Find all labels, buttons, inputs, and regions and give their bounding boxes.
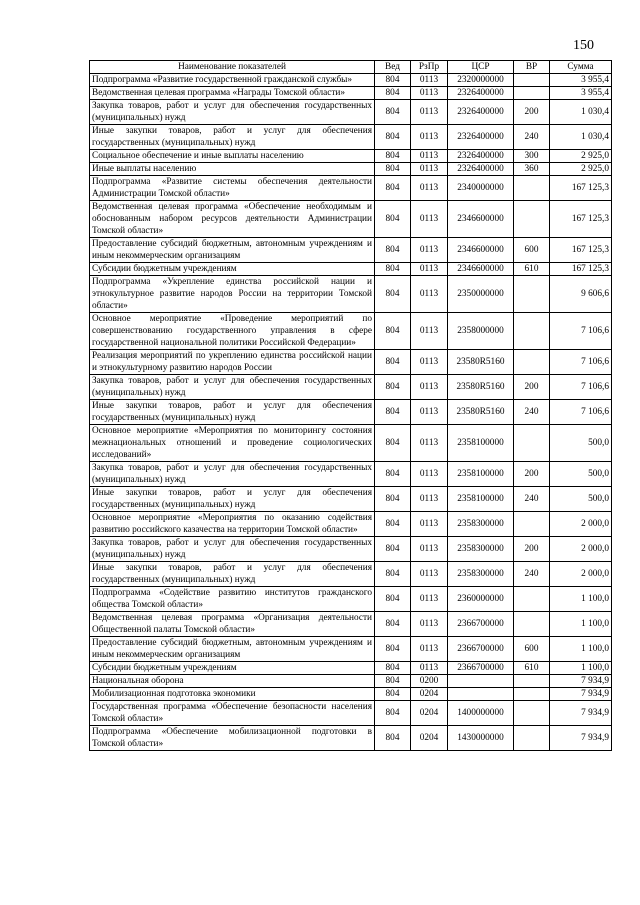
row-vr xyxy=(514,587,550,612)
table-row xyxy=(90,163,612,176)
row-name: Основное мероприятие «Проведение мероприятий по совершенствованию государственного управления в сфере государственной национальной политики Российской Федерации» xyxy=(90,313,375,350)
row-ved: 804 xyxy=(375,100,411,125)
header-sum: Сумма xyxy=(550,61,612,74)
row-ved: 804 xyxy=(375,662,411,675)
row-sum: 7 934,9 xyxy=(550,688,612,701)
table-row xyxy=(90,675,612,688)
row-name: Ведомственная целевая программа «Организация деятельности Общественной палаты Томской области» xyxy=(90,612,375,637)
row-name: Подпрограмма «Развитие государственной гражданской службы» xyxy=(90,74,375,87)
row-vr xyxy=(514,201,550,238)
row-vr: 610 xyxy=(514,263,550,276)
row-name: Подпрограмма «Обеспечение мобилизационной подготовки в Томской области» xyxy=(90,726,375,751)
row-vr xyxy=(514,701,550,726)
row-csr xyxy=(448,675,514,688)
row-sum: 500,0 xyxy=(550,487,612,512)
row-rzpr: 0113 xyxy=(411,313,448,350)
row-ved: 804 xyxy=(375,201,411,238)
row-ved: 804 xyxy=(375,637,411,662)
row-vr xyxy=(514,350,550,375)
row-csr: 2366700000 xyxy=(448,662,514,675)
row-rzpr: 0113 xyxy=(411,74,448,87)
row-ved: 804 xyxy=(375,238,411,263)
row-csr: 2366700000 xyxy=(448,612,514,637)
row-name: Ведомственная целевая программа «Обеспечение необходимым и обоснованным набором ресурсов деятельности Администрации Томской области» xyxy=(90,201,375,238)
row-vr: 360 xyxy=(514,163,550,176)
table-row xyxy=(90,263,612,276)
table-row xyxy=(90,425,612,462)
row-csr: 2346600000 xyxy=(448,263,514,276)
row-name: Мобилизационная подготовка экономики xyxy=(90,688,375,701)
row-ved: 804 xyxy=(375,562,411,587)
row-vr xyxy=(514,87,550,100)
row-ved: 804 xyxy=(375,176,411,201)
row-name: Подпрограмма «Укрепление единства российской нации и этнокультурное развитие народов России на территории Томской области» xyxy=(90,276,375,313)
row-name: Закупка товаров, работ и услуг для обеспечения государственных (муниципальных) нужд xyxy=(90,100,375,125)
table-row xyxy=(90,350,612,375)
row-rzpr: 0113 xyxy=(411,87,448,100)
row-rzpr: 0113 xyxy=(411,100,448,125)
row-csr: 2366700000 xyxy=(448,637,514,662)
row-ved: 804 xyxy=(375,587,411,612)
row-rzpr: 0113 xyxy=(411,662,448,675)
row-name: Иные закупки товаров, работ и услуг для обеспечения государственных (муниципальных) нужд xyxy=(90,125,375,150)
row-sum: 2 000,0 xyxy=(550,537,612,562)
row-sum: 3 955,4 xyxy=(550,74,612,87)
row-sum: 1 100,0 xyxy=(550,612,612,637)
row-rzpr: 0113 xyxy=(411,150,448,163)
row-rzpr: 0113 xyxy=(411,163,448,176)
row-vr xyxy=(514,74,550,87)
table-header-row xyxy=(90,61,612,74)
table-row xyxy=(90,726,612,751)
row-rzpr: 0113 xyxy=(411,201,448,238)
row-name: Предоставление субсидий бюджетным, автономным учреждениям и иным некоммерческим организациям xyxy=(90,238,375,263)
row-rzpr: 0113 xyxy=(411,487,448,512)
table-row xyxy=(90,688,612,701)
row-csr: 23580R5160 xyxy=(448,375,514,400)
row-sum: 3 955,4 xyxy=(550,87,612,100)
row-sum: 7 106,6 xyxy=(550,350,612,375)
row-sum: 1 100,0 xyxy=(550,637,612,662)
row-vr xyxy=(514,512,550,537)
row-rzpr: 0113 xyxy=(411,562,448,587)
table-row xyxy=(90,238,612,263)
table-row xyxy=(90,612,612,637)
page-number: 150 xyxy=(573,38,594,53)
row-sum: 7 106,6 xyxy=(550,313,612,350)
row-csr: 2358300000 xyxy=(448,537,514,562)
row-ved: 804 xyxy=(375,425,411,462)
row-vr xyxy=(514,276,550,313)
row-vr: 240 xyxy=(514,400,550,425)
row-vr xyxy=(514,313,550,350)
table-row xyxy=(90,587,612,612)
table-row xyxy=(90,176,612,201)
row-ved: 804 xyxy=(375,350,411,375)
row-name: Подпрограмма «Содействие развитию институтов гражданского общества Томской области» xyxy=(90,587,375,612)
row-csr xyxy=(448,688,514,701)
table-row xyxy=(90,400,612,425)
row-rzpr: 0113 xyxy=(411,400,448,425)
row-vr: 240 xyxy=(514,562,550,587)
header-ved: Вед xyxy=(375,61,411,74)
row-rzpr: 0204 xyxy=(411,726,448,751)
row-csr: 1430000000 xyxy=(448,726,514,751)
row-rzpr: 0200 xyxy=(411,675,448,688)
header-csr: ЦСР xyxy=(448,61,514,74)
row-csr: 2326400000 xyxy=(448,87,514,100)
row-rzpr: 0113 xyxy=(411,238,448,263)
row-sum: 7 106,6 xyxy=(550,400,612,425)
row-sum: 500,0 xyxy=(550,425,612,462)
row-ved: 804 xyxy=(375,487,411,512)
table-row xyxy=(90,562,612,587)
row-vr xyxy=(514,688,550,701)
row-ved: 804 xyxy=(375,313,411,350)
row-rzpr: 0113 xyxy=(411,176,448,201)
row-sum: 167 125,3 xyxy=(550,176,612,201)
row-csr: 2326400000 xyxy=(448,100,514,125)
row-vr xyxy=(514,675,550,688)
row-rzpr: 0113 xyxy=(411,637,448,662)
row-name: Государственная программа «Обеспечение безопасности населения Томской области» xyxy=(90,701,375,726)
row-ved: 804 xyxy=(375,74,411,87)
row-vr: 200 xyxy=(514,100,550,125)
row-csr: 2358100000 xyxy=(448,425,514,462)
row-csr: 2346600000 xyxy=(448,201,514,238)
table-row xyxy=(90,74,612,87)
row-vr: 600 xyxy=(514,637,550,662)
header-rzpr: РзПр xyxy=(411,61,448,74)
row-csr: 2326400000 xyxy=(448,150,514,163)
row-name: Иные закупки товаров, работ и услуг для обеспечения государственных (муниципальных) нужд xyxy=(90,487,375,512)
row-ved: 804 xyxy=(375,537,411,562)
row-csr: 2326400000 xyxy=(448,125,514,150)
row-name: Предоставление субсидий бюджетным, автономным учреждениям и иным некоммерческим организациям xyxy=(90,637,375,662)
row-rzpr: 0113 xyxy=(411,125,448,150)
row-csr: 2358100000 xyxy=(448,487,514,512)
row-vr xyxy=(514,612,550,637)
row-ved: 804 xyxy=(375,612,411,637)
row-csr: 2360000000 xyxy=(448,587,514,612)
row-sum: 1 100,0 xyxy=(550,662,612,675)
row-vr: 300 xyxy=(514,150,550,163)
row-ved: 804 xyxy=(375,688,411,701)
row-rzpr: 0204 xyxy=(411,701,448,726)
row-name: Иные выплаты населению xyxy=(90,163,375,176)
row-rzpr: 0113 xyxy=(411,512,448,537)
row-ved: 804 xyxy=(375,163,411,176)
row-name: Подпрограмма «Развитие системы обеспечения деятельности Администрации Томской области» xyxy=(90,176,375,201)
row-ved: 804 xyxy=(375,462,411,487)
row-csr: 2358300000 xyxy=(448,512,514,537)
row-sum: 500,0 xyxy=(550,462,612,487)
row-sum: 1 030,4 xyxy=(550,125,612,150)
row-rzpr: 0113 xyxy=(411,263,448,276)
table-row xyxy=(90,150,612,163)
row-ved: 804 xyxy=(375,512,411,537)
row-name: Социальное обеспечение и иные выплаты населению xyxy=(90,150,375,163)
row-vr: 240 xyxy=(514,487,550,512)
table-row xyxy=(90,100,612,125)
row-ved: 804 xyxy=(375,726,411,751)
row-rzpr: 0113 xyxy=(411,587,448,612)
row-name: Субсидии бюджетным учреждениям xyxy=(90,662,375,675)
table-row xyxy=(90,201,612,238)
row-rzpr: 0113 xyxy=(411,537,448,562)
row-sum: 7 934,9 xyxy=(550,701,612,726)
row-rzpr: 0113 xyxy=(411,276,448,313)
row-vr: 240 xyxy=(514,125,550,150)
row-rzpr: 0113 xyxy=(411,350,448,375)
row-name: Иные закупки товаров, работ и услуг для обеспечения государственных (муниципальных) нужд xyxy=(90,400,375,425)
row-name: Национальная оборона xyxy=(90,675,375,688)
row-ved: 804 xyxy=(375,701,411,726)
row-csr: 2346600000 xyxy=(448,238,514,263)
table-row xyxy=(90,462,612,487)
row-vr xyxy=(514,425,550,462)
row-sum: 2 000,0 xyxy=(550,512,612,537)
row-csr: 2340000000 xyxy=(448,176,514,201)
row-csr: 2358300000 xyxy=(448,562,514,587)
table-row xyxy=(90,276,612,313)
row-csr: 23580R5160 xyxy=(448,350,514,375)
row-csr: 2358000000 xyxy=(448,313,514,350)
row-ved: 804 xyxy=(375,375,411,400)
row-name: Закупка товаров, работ и услуг для обеспечения государственных (муниципальных) нужд xyxy=(90,537,375,562)
row-rzpr: 0113 xyxy=(411,425,448,462)
row-vr: 600 xyxy=(514,238,550,263)
row-rzpr: 0113 xyxy=(411,375,448,400)
row-ved: 804 xyxy=(375,263,411,276)
row-sum: 1 030,4 xyxy=(550,100,612,125)
row-sum: 167 125,3 xyxy=(550,238,612,263)
row-csr: 2326400000 xyxy=(448,163,514,176)
budget-table xyxy=(89,60,612,751)
row-vr: 610 xyxy=(514,662,550,675)
row-sum: 9 606,6 xyxy=(550,276,612,313)
row-sum: 2 000,0 xyxy=(550,562,612,587)
row-ved: 804 xyxy=(375,150,411,163)
row-rzpr: 0113 xyxy=(411,462,448,487)
row-csr: 23580R5160 xyxy=(448,400,514,425)
table-row xyxy=(90,537,612,562)
row-vr xyxy=(514,176,550,201)
row-name: Закупка товаров, работ и услуг для обеспечения государственных (муниципальных) нужд xyxy=(90,375,375,400)
table-row xyxy=(90,701,612,726)
row-name: Основное мероприятие «Мероприятия по мониторингу состояния межнациональных отношений и проведение социологических исследований» xyxy=(90,425,375,462)
row-name: Иные закупки товаров, работ и услуг для обеспечения государственных (муниципальных) нужд xyxy=(90,562,375,587)
table-row xyxy=(90,313,612,350)
table-row xyxy=(90,487,612,512)
row-ved: 804 xyxy=(375,125,411,150)
row-csr: 2358100000 xyxy=(448,462,514,487)
row-vr: 200 xyxy=(514,375,550,400)
row-ved: 804 xyxy=(375,87,411,100)
row-sum: 2 925,0 xyxy=(550,163,612,176)
row-ved: 804 xyxy=(375,276,411,313)
row-name: Основное мероприятие «Мероприятия по оказанию содействия развитию российского казачества на территории Томской области» xyxy=(90,512,375,537)
row-ved: 804 xyxy=(375,400,411,425)
row-sum: 7 106,6 xyxy=(550,375,612,400)
table-row xyxy=(90,662,612,675)
row-name: Закупка товаров, работ и услуг для обеспечения государственных (муниципальных) нужд xyxy=(90,462,375,487)
table-row xyxy=(90,87,612,100)
row-sum: 2 925,0 xyxy=(550,150,612,163)
table-row xyxy=(90,125,612,150)
row-vr: 200 xyxy=(514,462,550,487)
row-sum: 167 125,3 xyxy=(550,263,612,276)
row-sum: 7 934,9 xyxy=(550,726,612,751)
table-row xyxy=(90,637,612,662)
table-row xyxy=(90,512,612,537)
header-vr: ВР xyxy=(514,61,550,74)
row-vr: 200 xyxy=(514,537,550,562)
table-row xyxy=(90,375,612,400)
row-ved: 804 xyxy=(375,675,411,688)
row-name: Субсидии бюджетным учреждениям xyxy=(90,263,375,276)
row-rzpr: 0204 xyxy=(411,688,448,701)
row-name: Реализация мероприятий по укреплению единства российской нации и этнокультурному развитию народов России xyxy=(90,350,375,375)
row-rzpr: 0113 xyxy=(411,612,448,637)
row-csr: 2350000000 xyxy=(448,276,514,313)
row-vr xyxy=(514,726,550,751)
row-sum: 167 125,3 xyxy=(550,201,612,238)
row-csr: 1400000000 xyxy=(448,701,514,726)
row-sum: 1 100,0 xyxy=(550,587,612,612)
header-name: Наименование показателей xyxy=(90,61,375,74)
row-sum: 7 934,9 xyxy=(550,675,612,688)
row-csr: 2320000000 xyxy=(448,74,514,87)
row-name: Ведомственная целевая программа «Награды Томской области» xyxy=(90,87,375,100)
